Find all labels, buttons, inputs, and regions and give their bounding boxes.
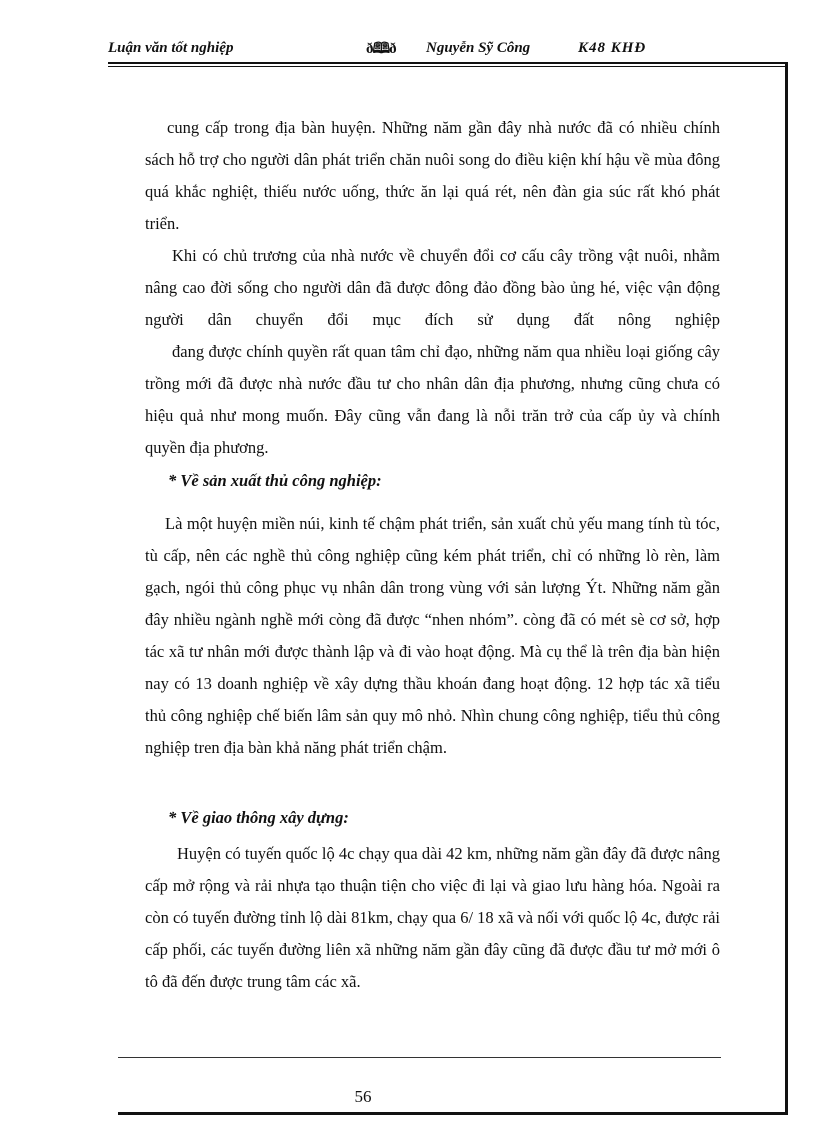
paragraph-1: cung cấp trong địa bàn huyện. Những năm gần đây nhà nước đã có nhiều chính sách hỗ trợ cho người dân phát triển chăn nuôi song do điều kiện khí hậu về mùa đông quá khắc nghiệt, thiếu nước uống, thức ăn lại quá rét, nên đàn gia súc rất khó phát triển. xyxy=(145,118,720,233)
header-rule-thin xyxy=(108,66,788,67)
header-author: Nguyễn Sỹ Công xyxy=(426,40,531,56)
page-header xyxy=(108,36,788,62)
page-border-right xyxy=(782,62,788,1115)
header-rule xyxy=(108,62,788,64)
section-heading-transport: * Về giao thông xây dựng: xyxy=(168,808,349,827)
footer-rule xyxy=(118,1057,721,1058)
paragraph-4: Là một huyện miền núi, kinh tế chậm phát triển, sản xuất chủ yếu mang tính tù tóc, tù cấp, nên các nghề thủ công nghiệp cũng kém phát triển, chỉ có những lò rèn, làm gạch, ngói thủ công phục vụ nhân dân trong vùng với sản lượng Ýt. Những năm gần đây nhiều ngành nghề mới còng đã được “nhen nhóm”. còng đã có mét sè cơ sở, hợp tác xã tư nhân mới được thành lập và đi vào hoạt động. Mà cụ thể là trên địa bàn hiện nay có 13 doanh nghiệp về xây dựng thầu khoán đang hoạt động. 12 hợp tác xã tiểu thủ công nghiệp chế biến lâm sản quy mô nhỏ. Nhìn chung công nghiệp, tiểu thủ công nghiệp tren địa bàn khả năng phát triển chậm. xyxy=(145,514,720,757)
header-ornament-icon: ð🕮ð xyxy=(366,41,396,57)
page-number: 56 xyxy=(354,1087,372,1106)
page-border-bottom xyxy=(118,1112,788,1115)
header-class: K48 KHĐ xyxy=(578,40,647,56)
paragraph-block-2 xyxy=(145,508,720,764)
paragraph-block-3 xyxy=(145,838,720,998)
paragraph-3: đang được chính quyền rất quan tâm chỉ đạo, những năm qua nhiều loại giống cây trồng mới đã được nhà nước đầu tư cho nhân dân địa phương, nhưng cũng chưa có hiệu quả như mong muốn. Đây cũng vẫn đang là nỗi trăn trở của cấp ủy và chính quyền địa phương. xyxy=(145,342,720,457)
paragraph-block-1 xyxy=(145,112,720,464)
header-title: Luận văn tốt nghiệp xyxy=(108,40,234,56)
paragraph-5: Huyện có tuyến quốc lộ 4c chạy qua dài 42 km, những năm gần đây đã được nâng cấp mở rộng và rải nhựa tạo thuận tiện cho việc đi lại và giao lưu hàng hóa. Ngoài ra còn có tuyến đường tỉnh lộ dài 81km, chạy qua 6/ 18 xã và nối với quốc lộ 4c, được rải cấp phối, các tuyến đường liên xã những năm gần đây cũng đã được đầu tư mở mới ô tô đã đến được trung tâm các xã. xyxy=(145,844,720,991)
paragraph-2: Khi có chủ trương của nhà nước về chuyển đổi cơ cấu cây trồng vật nuôi, nhằm nâng cao đời sống cho người dân đã được đông đảo đồng bào ủng hé, việc vận động người dân chuyển đổi mục đích sử dụng đất nông nghiệp xyxy=(145,246,720,329)
section-heading-handicraft: * Về sản xuất thủ công nghiệp: xyxy=(168,471,382,490)
